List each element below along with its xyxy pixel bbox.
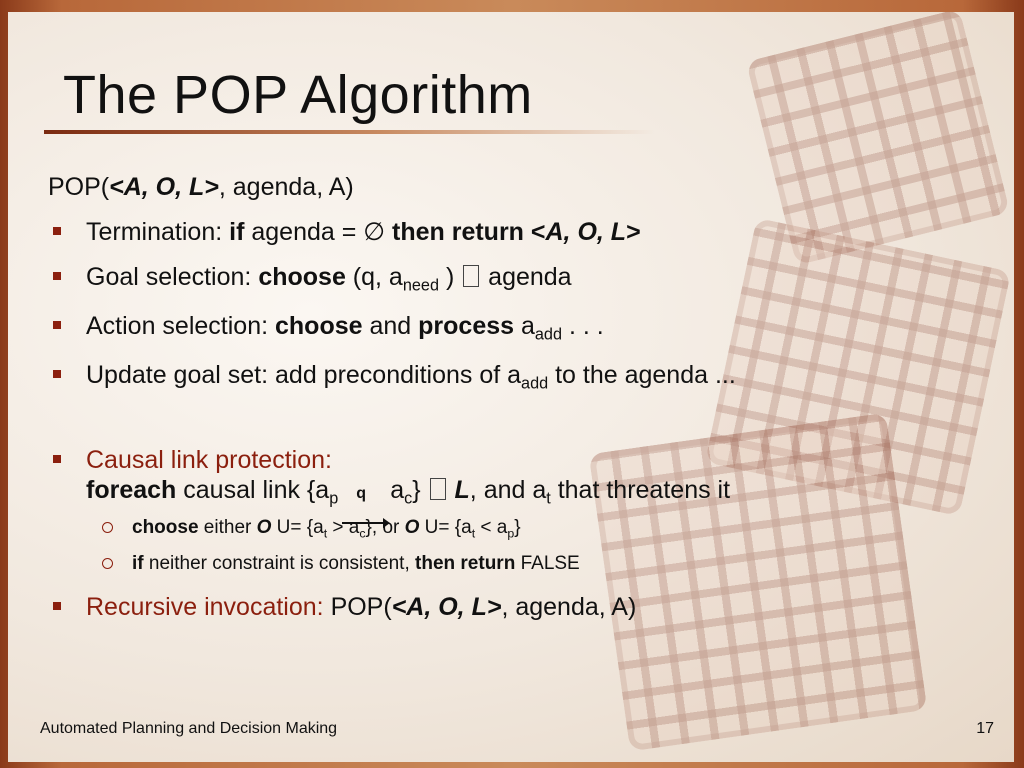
- sub1-text-a: either: [198, 516, 257, 538]
- sub1-text-f: < a: [475, 516, 508, 538]
- recursive-suffix: , agenda, A): [501, 592, 637, 621]
- causal-L: L: [454, 475, 470, 504]
- signature-line: [48, 172, 988, 202]
- action-sub-add: add: [534, 325, 563, 344]
- causal-sub-c: c: [404, 489, 413, 508]
- causal-sub-t: t: [546, 489, 551, 508]
- sub1-sub-p: p: [507, 526, 515, 541]
- square-bullet-icon: [53, 227, 61, 235]
- bullet-causal-link: [48, 445, 988, 509]
- goal-choose: choose: [258, 263, 346, 291]
- sub1-O1: O: [256, 516, 272, 538]
- footer-course-title: Automated Planning and Decision Making: [40, 720, 338, 737]
- termination-tuple: A, O, L: [545, 218, 627, 246]
- termination-label: Termination:: [86, 218, 230, 246]
- termination-close: >: [626, 218, 641, 246]
- bullet-termination: [48, 217, 988, 247]
- recursive-tuple: <A, O, L>: [391, 592, 502, 621]
- sub2-then-return: then return: [415, 552, 516, 574]
- sub1-choose: choose: [132, 516, 199, 538]
- causal-sub-p: p: [329, 489, 339, 508]
- sub1-text-e: U= {a: [419, 516, 472, 538]
- sub1-text-c: > a: [327, 516, 360, 538]
- bullet-update-goal: [48, 360, 988, 394]
- sub1-text-g: }: [514, 516, 521, 538]
- update-sub-add: add: [521, 375, 549, 394]
- causal-text-e: that threatens it: [550, 475, 731, 504]
- sub-bullet-choose: [48, 517, 988, 541]
- sub1-text-d: }, or: [365, 516, 405, 538]
- update-text-a: Update goal set: add preconditions of a: [86, 361, 522, 390]
- action-ellipsis: . . .: [562, 312, 604, 341]
- recursive-prefix: POP(: [330, 592, 392, 621]
- termination-if: if: [229, 218, 245, 246]
- sub1-sub-t: t: [323, 526, 328, 541]
- slide-content: [48, 172, 988, 637]
- sub1-sub-t2: t: [471, 526, 476, 541]
- sub2-text-b: FALSE: [515, 552, 580, 574]
- causal-text-a: causal link {a: [176, 475, 330, 504]
- sub1-sub-c: c: [359, 526, 366, 541]
- goal-text-c: agenda: [481, 263, 572, 291]
- goal-text-b: ): [439, 263, 462, 291]
- slide-title: The POP Algorithm: [63, 65, 533, 125]
- bullet-recursive: [48, 592, 988, 622]
- causal-q-label: q: [356, 484, 367, 502]
- update-text-b: to the agenda ...: [548, 361, 736, 390]
- causal-foreach-line: [86, 475, 988, 509]
- signature-prefix: POP(: [48, 173, 110, 201]
- square-bullet-icon: [53, 321, 61, 329]
- termination-condition: agenda = ∅: [244, 218, 392, 246]
- causal-label: Causal link protection:: [86, 445, 332, 474]
- sub2-if: if: [132, 552, 144, 574]
- goal-text-a: (q, a: [345, 263, 403, 291]
- action-label: Action selection:: [86, 312, 275, 341]
- action-process: process: [418, 312, 515, 341]
- sub2-text-a: neither constraint is consistent,: [143, 552, 416, 574]
- causal-foreach: foreach: [86, 475, 177, 504]
- action-and: and: [362, 312, 419, 341]
- missing-glyph-icon: [430, 478, 446, 500]
- signature-suffix: , agenda, A): [218, 173, 354, 201]
- sub1-text-b: U= {a: [271, 516, 324, 538]
- footer-page-number: 17: [976, 720, 994, 737]
- slide: [8, 12, 1014, 762]
- circle-bullet-icon: [102, 522, 113, 533]
- bullet-action-selection: [48, 311, 988, 345]
- causal-text-c: }: [412, 475, 428, 504]
- causal-text-d: , and a: [469, 475, 547, 504]
- causal-text-b: a: [390, 475, 405, 504]
- recursive-label: Recursive invocation:: [86, 592, 331, 621]
- sub-bullet-if: [48, 553, 988, 576]
- goal-label: Goal selection:: [86, 263, 259, 291]
- square-bullet-icon: [53, 272, 61, 280]
- action-text-a: a: [514, 312, 535, 341]
- sub1-O2: O: [404, 516, 420, 538]
- termination-then-return: then return <: [392, 218, 546, 246]
- title-underline: [44, 130, 654, 134]
- action-choose: choose: [275, 312, 363, 341]
- square-bullet-icon: [53, 455, 61, 463]
- goal-sub-need: need: [402, 276, 439, 295]
- circle-bullet-icon: [102, 558, 113, 569]
- square-bullet-icon: [53, 370, 61, 378]
- square-bullet-icon: [53, 602, 61, 610]
- signature-tuple: <A, O, L>: [109, 173, 219, 201]
- bullet-goal-selection: [48, 262, 988, 296]
- missing-glyph-icon: [463, 265, 479, 287]
